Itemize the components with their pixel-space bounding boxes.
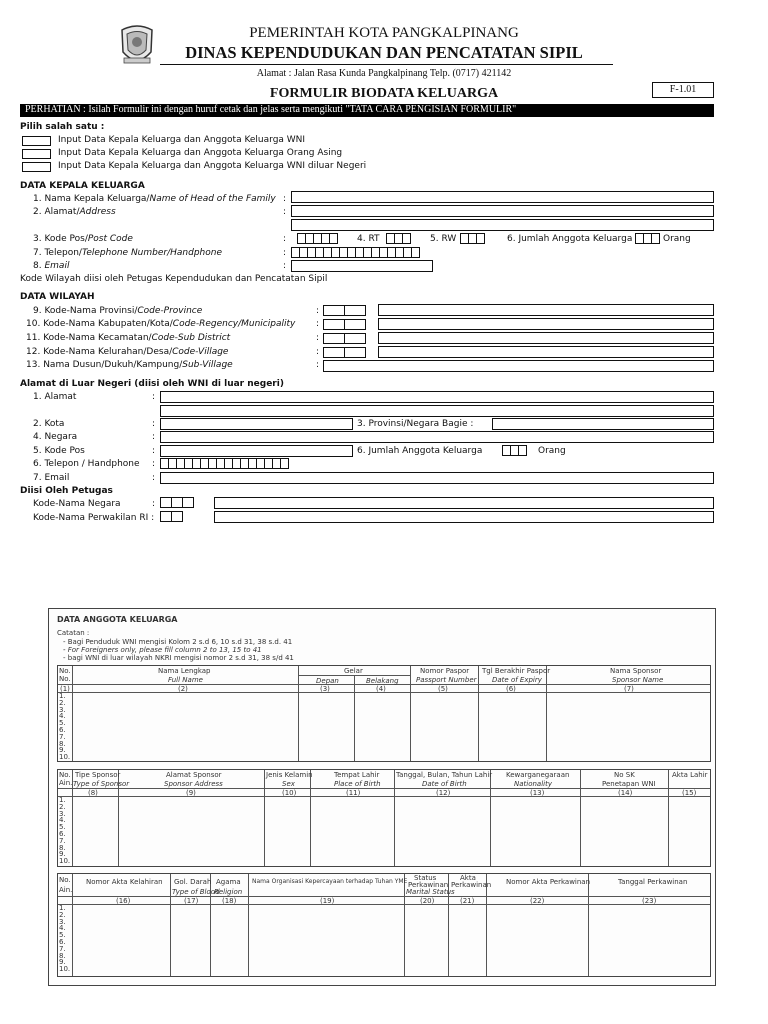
col-num: (8) bbox=[88, 789, 98, 797]
rt-cells[interactable] bbox=[386, 233, 410, 244]
col-decree: No SK bbox=[614, 771, 635, 779]
col-num: (18) bbox=[222, 897, 237, 905]
option-foreigner-label: Input Data Kepala Keluarga dan Anggota Keluarga Orang Asing bbox=[58, 148, 343, 158]
head-email-label: 8. Email bbox=[33, 261, 70, 271]
colon: : bbox=[152, 446, 156, 456]
abroad-country-field[interactable] bbox=[160, 431, 714, 443]
col-passport: Nomor Paspor bbox=[420, 667, 470, 675]
country-code-label: Kode-Nama Negara bbox=[33, 499, 121, 509]
header-agency: DINAS KEPENDUDUKAN DAN PENCATATAN SIPIL bbox=[185, 43, 583, 62]
members-table-2 bbox=[57, 769, 711, 867]
row-numbers: 1. 2. 3. 4. 5. 6. 7. 8. 9. 10. bbox=[59, 796, 71, 866]
col-passport-expiry-en: Date of Expiry bbox=[492, 676, 542, 684]
header-address: Alamat : Jalan Rasa Kunda Pangkalpinang Telp. (0717) 421142 bbox=[256, 68, 512, 79]
member-count-cells[interactable] bbox=[635, 233, 659, 244]
header-rule bbox=[160, 64, 613, 65]
option-wni-checkbox[interactable] bbox=[22, 136, 51, 146]
head-postcode-label: 3. Kode Pos/Post Code bbox=[33, 234, 133, 244]
col-no: No. bbox=[59, 667, 71, 675]
rt-label: 4. RT bbox=[357, 234, 380, 244]
col-num: (21) bbox=[460, 897, 475, 905]
row-numbers: 1. 2. 3. 4. 5. 6. 7. 8. 9. 10. bbox=[59, 692, 71, 762]
region-section-title: DATA WILAYAH bbox=[20, 292, 95, 302]
col-passport-en: Passport Number bbox=[416, 676, 477, 684]
rw-cells[interactable] bbox=[460, 233, 484, 244]
notice-bar: PERHATIAN : Isilah Formulir ini dengan huruf cetak dan jelas serta mengikuti "TATA CARA PENGISIAN FORMULIR" bbox=[20, 104, 714, 117]
col-sponsor-name-en: Sponsor Name bbox=[612, 676, 664, 684]
abroad-city-label: 2. Kota bbox=[33, 419, 65, 429]
representative-code-cells[interactable] bbox=[160, 511, 182, 522]
col-num: (6) bbox=[506, 685, 516, 693]
header-government: PEMERINTAH KOTA PANGKALPINANG bbox=[249, 25, 519, 41]
officer-section-title: Diisi Oleh Petugas bbox=[20, 486, 113, 496]
district-label: 11. Kode-Nama Kecamatan/Code-Sub District bbox=[26, 333, 231, 343]
head-phone-cells[interactable] bbox=[291, 247, 419, 258]
col-sponsor-address-en: Sponsor Address bbox=[164, 780, 223, 788]
col-sex-en: Sex bbox=[282, 780, 295, 788]
colon: : bbox=[152, 432, 156, 442]
col-marriage-date: Tanggal Perkawinan bbox=[618, 878, 688, 886]
col-birthplace-en: Place of Birth bbox=[334, 780, 381, 788]
col-num: (22) bbox=[530, 897, 545, 905]
regency-label: 10. Kode-Nama Kabupaten/Kota/Code-Regency/Municipality bbox=[26, 319, 296, 329]
option-wni-abroad-checkbox[interactable] bbox=[22, 162, 51, 172]
col-birthplace: Tempat Lahir bbox=[334, 771, 380, 779]
col-no: No. bbox=[59, 771, 71, 779]
col-religion-en: Religion bbox=[214, 888, 243, 896]
abroad-email-field[interactable] bbox=[160, 472, 714, 484]
representative-name-field[interactable] bbox=[214, 511, 714, 523]
head-phone-label: 7. Telepon/Telephone Number/Handphone bbox=[33, 248, 223, 258]
regency-code-cells[interactable] bbox=[323, 319, 365, 330]
col-sponsor-name: Nama Sponsor bbox=[610, 667, 662, 675]
region-note: Kode Wilayah diisi oleh Petugas Kependudukan dan Pencatatan Sipil bbox=[20, 274, 328, 284]
col-num: (3) bbox=[320, 685, 330, 693]
head-address-field-1[interactable] bbox=[291, 205, 714, 217]
col-decree-2: Penetapan WNI bbox=[602, 780, 656, 788]
note-2: - For Foreigners only, please fill column 2 to 13, 15 to 41 bbox=[63, 646, 262, 654]
option-wni-label: Input Data Kepala Keluarga dan Anggota Keluarga WNI bbox=[58, 135, 306, 145]
colon: : bbox=[152, 499, 156, 509]
abroad-email-label: 7. Email bbox=[33, 473, 70, 483]
col-num: (4) bbox=[376, 685, 386, 693]
head-address-field-2[interactable] bbox=[291, 219, 714, 231]
colon: : bbox=[283, 248, 287, 258]
form-number: F-1.01 bbox=[652, 82, 714, 98]
col-marriage-cert-no: Nomor Akta Perkawinan bbox=[506, 878, 591, 886]
note-1: - Bagi Penduduk WNI mengisi Kolom 2 s.d 6, 10 s.d 31, 38 s.d. 41 bbox=[63, 638, 293, 646]
col-passport-expiry: Tgl Berakhir Paspor bbox=[482, 667, 551, 675]
subvillage-label: 13. Nama Dusun/Dukuh/Kampung/Sub-Village bbox=[26, 360, 233, 370]
col-marital-status: Status bbox=[414, 874, 437, 882]
subvillage-field[interactable] bbox=[323, 360, 714, 372]
head-address-label: 2. Alamat/Address bbox=[33, 207, 116, 217]
col-sex: Jenis Kelamin bbox=[266, 771, 313, 779]
col-marital-status-en: Marital Status bbox=[406, 888, 455, 896]
col-religion: Agama bbox=[216, 878, 241, 886]
member-count-label: 6. Jumlah Anggota Keluarga bbox=[507, 234, 633, 244]
colon: : bbox=[283, 234, 287, 244]
orang-label: Orang bbox=[663, 234, 691, 244]
head-section-title: DATA KEPALA KELUARGA bbox=[20, 181, 145, 191]
col-num: (5) bbox=[438, 685, 448, 693]
village-code-cells[interactable] bbox=[323, 347, 365, 358]
province-code-cells[interactable] bbox=[323, 305, 365, 316]
colon: : bbox=[283, 207, 287, 217]
colon: : bbox=[283, 194, 287, 204]
colon: : bbox=[316, 319, 320, 329]
col-marriage-cert: Akta bbox=[460, 874, 476, 882]
province-label: 9. Kode-Nama Provinsi/Code-Province bbox=[33, 306, 203, 316]
col-num: (19) bbox=[320, 897, 335, 905]
col-num: (9) bbox=[186, 789, 196, 797]
country-name-field[interactable] bbox=[214, 497, 714, 509]
col-marriage-cert-2: Perkawinan bbox=[451, 881, 492, 889]
col-back-title: Belakang bbox=[366, 677, 399, 685]
col-num: (16) bbox=[116, 897, 131, 905]
colon: : bbox=[152, 459, 156, 469]
colon: : bbox=[316, 347, 320, 357]
family-members-scan bbox=[48, 608, 716, 986]
abroad-postcode-label: 5. Kode Pos bbox=[33, 446, 85, 456]
col-nationality: Kewarganegaraan bbox=[506, 771, 570, 779]
note-3: - bagi WNI di luar wilayah NKRI mengisi nomor 2 s.d 31, 38 s/d 41 bbox=[63, 654, 294, 662]
country-code-cells[interactable] bbox=[160, 497, 193, 508]
abroad-address-field-2[interactable] bbox=[160, 405, 714, 417]
head-name-label: 1. Nama Kepala Keluarga/Name of Head of the Family bbox=[33, 194, 276, 204]
col-no-2: Ain. bbox=[59, 779, 73, 787]
col-blood-type: Gol. Darah bbox=[174, 878, 212, 886]
option-foreigner-checkbox[interactable] bbox=[22, 149, 51, 159]
col-full-name: Nama Lengkap bbox=[158, 667, 211, 675]
col-num: (15) bbox=[682, 789, 697, 797]
choose-title: Pilih salah satu : bbox=[20, 122, 105, 132]
abroad-orang-label: Orang bbox=[538, 446, 566, 456]
abroad-member-count-cells[interactable] bbox=[502, 445, 526, 456]
abroad-province-label: 3. Provinsi/Negara Bagie : bbox=[357, 419, 474, 429]
col-num: (23) bbox=[642, 897, 657, 905]
form-title: FORMULIR BIODATA KELUARGA bbox=[269, 86, 499, 101]
rw-label: 5. RW bbox=[430, 234, 457, 244]
col-front-title: Depan bbox=[316, 677, 339, 685]
col-num: (13) bbox=[530, 789, 545, 797]
col-birthdate-en: Date of Birth bbox=[422, 780, 467, 788]
col-num: (14) bbox=[618, 789, 633, 797]
abroad-country-label: 4. Negara bbox=[33, 432, 78, 442]
abroad-phone-cells[interactable] bbox=[160, 458, 288, 469]
abroad-postcode-field[interactable] bbox=[160, 445, 353, 457]
col-num: (20) bbox=[420, 897, 435, 905]
col-no: No. bbox=[59, 876, 71, 884]
colon: : bbox=[316, 360, 320, 370]
colon: : bbox=[152, 473, 156, 483]
col-birthdate: Tanggal, Bulan, Tahun Lahir bbox=[396, 771, 493, 779]
col-no-2: Ain. bbox=[59, 886, 73, 894]
row-numbers: 1. 2. 3. 4. 5. 6. 7. 8. 9. 10. bbox=[59, 904, 71, 974]
village-name-field[interactable] bbox=[378, 346, 714, 358]
col-num: (10) bbox=[282, 789, 297, 797]
head-postcode-cells[interactable] bbox=[297, 233, 337, 244]
notes-label: Catatan : bbox=[57, 629, 90, 637]
representative-code-label: Kode-Nama Perwakilan RI : bbox=[33, 513, 155, 523]
col-num: (2) bbox=[178, 685, 188, 693]
col-full-name-en: Full Name bbox=[168, 676, 203, 684]
col-num: (11) bbox=[346, 789, 361, 797]
village-label: 12. Kode-Nama Kelurahan/Desa/Code-Village bbox=[26, 347, 229, 357]
head-email-field[interactable] bbox=[291, 260, 433, 272]
col-title: Gelar bbox=[344, 667, 363, 675]
district-code-cells[interactable] bbox=[323, 333, 365, 344]
members-title: DATA ANGGOTA KELUARGA bbox=[57, 615, 178, 624]
col-num: (17) bbox=[184, 897, 199, 905]
col-birth-cert-no: Nomor Akta Kelahiran bbox=[86, 878, 163, 886]
abroad-member-count-label: 6. Jumlah Anggota Keluarga bbox=[357, 446, 483, 456]
colon: : bbox=[152, 419, 156, 429]
abroad-province-field[interactable] bbox=[492, 418, 714, 430]
option-wni-abroad-label: Input Data Kepala Keluarga dan Anggota Keluarga WNI diluar Negeri bbox=[58, 161, 367, 171]
col-birth-cert: Akta Lahir bbox=[672, 771, 708, 779]
district-name-field[interactable] bbox=[378, 332, 714, 344]
abroad-address-label: 1. Alamat bbox=[33, 392, 77, 402]
col-sponsor-address: Alamat Sponsor bbox=[166, 771, 222, 779]
abroad-phone-label: 6. Telepon / Handphone bbox=[33, 459, 140, 469]
col-blood-type-en: Type of Blood bbox=[172, 888, 220, 896]
col-belief-organization: Nama Organisasi Kepercayaan terhadap Tuhan YME bbox=[252, 878, 408, 885]
col-no-2: No. bbox=[59, 675, 71, 683]
col-num: (7) bbox=[624, 685, 634, 693]
col-sponsor-type-en: Type of Sponsor bbox=[73, 780, 130, 788]
colon: : bbox=[316, 306, 320, 316]
abroad-city-field[interactable] bbox=[160, 418, 353, 430]
colon: : bbox=[283, 261, 287, 271]
abroad-section-title: Alamat di Luar Negeri (diisi oleh WNI di luar negeri) bbox=[20, 379, 284, 389]
province-name-field[interactable] bbox=[378, 304, 714, 316]
col-sponsor-type: Tipe Sponsor bbox=[75, 771, 121, 779]
colon: : bbox=[316, 333, 320, 343]
col-num: (12) bbox=[436, 789, 451, 797]
col-nationality-en: Nationality bbox=[514, 780, 553, 788]
regency-name-field[interactable] bbox=[378, 318, 714, 330]
members-table-1 bbox=[57, 665, 711, 762]
col-num: (1) bbox=[60, 685, 70, 693]
colon: : bbox=[152, 392, 156, 402]
col-marital-status-2: Perkawinan bbox=[408, 881, 449, 889]
head-name-field[interactable] bbox=[291, 191, 714, 203]
members-table-3 bbox=[57, 873, 711, 977]
abroad-address-field-1[interactable] bbox=[160, 391, 714, 403]
